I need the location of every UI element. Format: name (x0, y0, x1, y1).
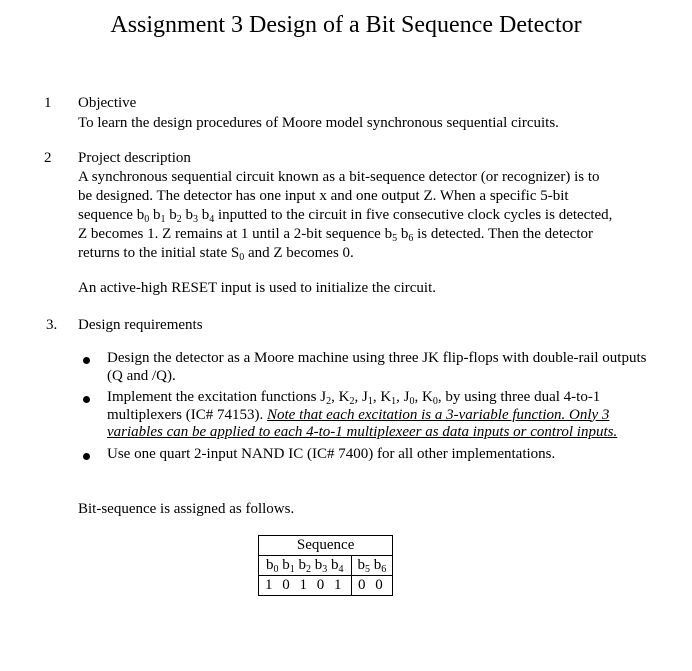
list-item: Implement the excitation functions $J_2$, $K_2$, $J_1$, $K_1$, $J_0$, $K_0$, by using three dual 4-to-1 multiplexers (IC# 74153). Note that each excitation is a 3-variable function. Only 3 variables can be applied to each 4-to-1 multiplexeer as data inputs or control inputs. (78, 389, 658, 442)
list-item (78, 446, 658, 464)
section-3-heading: Design requirements (78, 317, 203, 333)
sequence-intro: Bit-sequence is assigned as follows. (78, 501, 295, 517)
requirement-text: , by using three dual 4-to-1 multiplexers (IC# 74153). (107, 389, 601, 423)
bullet-icon (83, 396, 90, 403)
para-text: inputted to the circuit in five consecutive clock cycles is detected, (214, 207, 613, 223)
para-line: Z becomes 1. Z remains at 1 until a 2-bit sequence $b_5$ $b_6$ is detected. Then the detector (78, 226, 593, 244)
requirement-text: Design the detector as a Moore machine using three JK flip-flops with double-rail outputs (Q and /Q). (107, 350, 647, 384)
bullet-icon (83, 453, 90, 460)
para-text: sequence b (78, 207, 145, 223)
table-col2-label: $b_5$ $b_6$ (351, 556, 393, 576)
sequence-table (258, 535, 393, 596)
table-cell: 1 0 1 0 1 (259, 576, 352, 596)
requirement-note: Note that each excitation is a 3-variable function. Only 3 variables can be applied to each 4-to-1 multiplexeer as data inputs or control inputs. (107, 406, 618, 440)
para-line: returns to the initial state $S_0$ and Z becomes 0. (78, 245, 354, 263)
section-2-reset-note: An active-high RESET input is used to initialize the circuit. (78, 280, 436, 296)
para-line: be designed. The detector has one input x and one output Z. When a specific 5-bit (78, 188, 569, 204)
para-text: returns to the initial state S (78, 245, 240, 261)
bullet-icon (83, 357, 90, 364)
table-row (259, 556, 393, 576)
section-1-heading: Objective (78, 95, 137, 111)
para-text: and Z becomes 0. (244, 245, 354, 261)
table-row (259, 576, 393, 596)
requirements-list (78, 350, 658, 467)
section-1-text: To learn the design procedures of Moore model synchronous sequential circuits. (78, 115, 559, 131)
para-line: A synchronous sequential circuit known as a bit-sequence detector (or recognizer) is to (78, 169, 600, 185)
para-line: sequence $b_0$ $b_1$ $b_2$ $b_3$ $b_4$ inputted to the circuit in five consecutive clock cycles is detected, (78, 207, 613, 225)
requirement-text: Implement the excitation functions J (107, 389, 327, 405)
section-2-paragraph (78, 168, 658, 263)
table-row (259, 536, 393, 556)
section-2-heading: Project description (78, 150, 191, 166)
section-2-number: 2 (44, 150, 52, 166)
page-title: Assignment 3 Design of a Bit Sequence Detector (110, 12, 582, 38)
table-cell: 0 0 (351, 576, 393, 596)
table-col1-label: $b_0$ $b_1$ $b_2$ $b_3$ $b_4$ (259, 556, 352, 576)
requirement-text: Use one quart 2-input NAND IC (IC# 7400) for all other implementations. (107, 445, 556, 462)
section-1-number: 1 (44, 95, 52, 111)
list-item (78, 350, 658, 385)
table-header: Sequence (259, 536, 393, 556)
para-text: is detected. Then the detector (413, 226, 593, 242)
para-text: Z becomes 1. Z remains at 1 until a 2-bit sequence b (78, 226, 393, 242)
section-3-number: 3. (46, 317, 58, 333)
